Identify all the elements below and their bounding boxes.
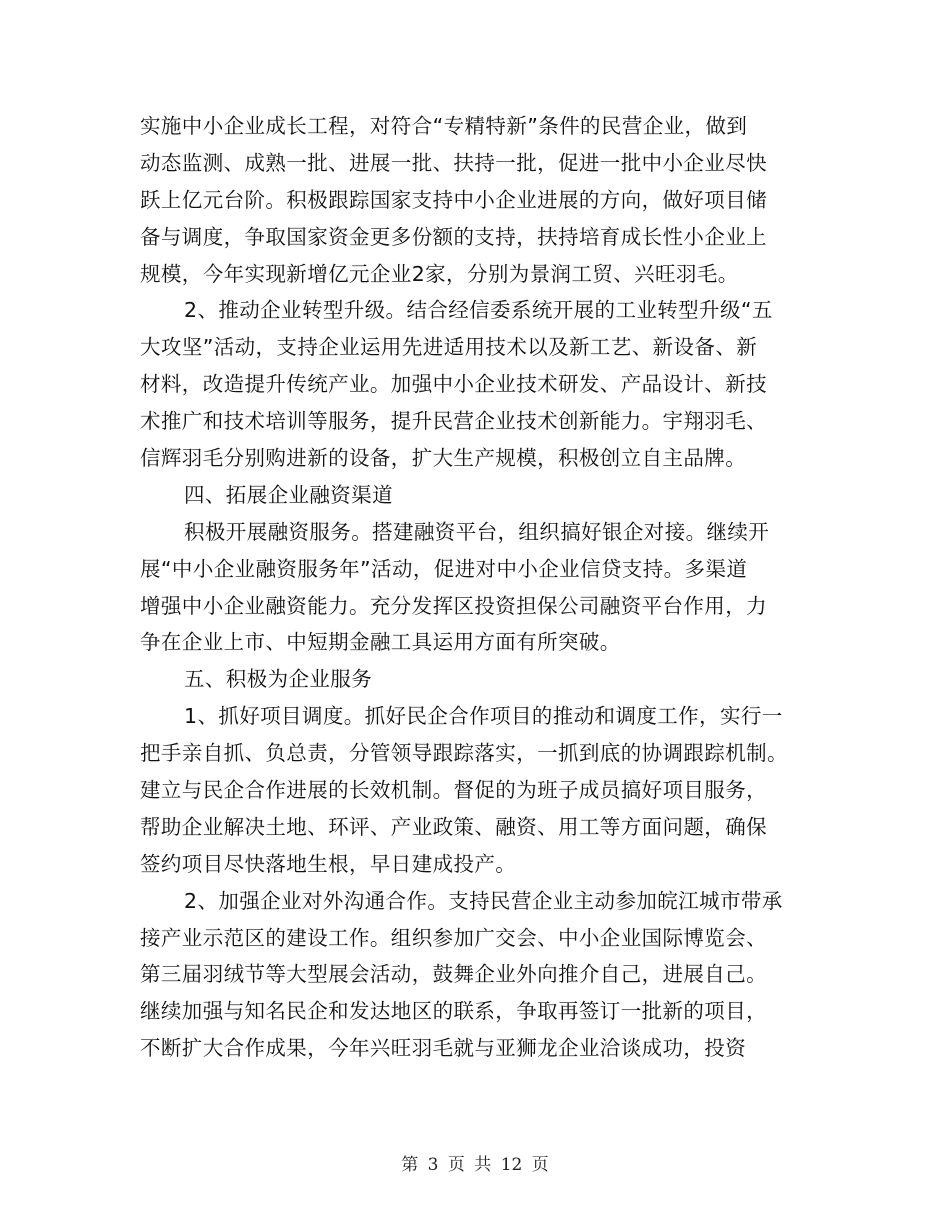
text-line: 2、加强企业对外沟通合作。支持民营企业主动参加皖江城市带承 bbox=[184, 888, 783, 913]
section-heading: 五、积极为企业服务 bbox=[184, 667, 373, 692]
text-line: 展“中小企业融资服务年”活动，促进对中小企业信贷支持。多渠道 bbox=[140, 556, 748, 581]
text-line: 积极开展融资服务。搭建融资平台，组织搞好银企对接。继续开 bbox=[184, 519, 770, 544]
text-line: 2、推动企业转型升级。结合经信委系统开展的工业转型升级“五 bbox=[184, 298, 773, 323]
text-line: 第三届羽绒节等大型展会活动，鼓舞企业外向推介自己，进展自己。 bbox=[140, 962, 767, 987]
text-line: 动态监测、成熟一批、进展一批、扶持一批，促进一批中小企业尽快 bbox=[140, 150, 767, 175]
section-heading: 四、拓展企业融资渠道 bbox=[184, 482, 393, 507]
page-number-footer: 第 3 页 共 12 页 bbox=[401, 1155, 549, 1175]
text-line: 把手亲自抓、负总责，分管领导跟踪落实，一抓到底的协调跟踪机制。 bbox=[140, 741, 788, 766]
text-line: 争在企业上市、中短期金融工具运用方面有所突破。 bbox=[140, 630, 621, 655]
text-line: 材料，改造提升传统产业。加强中小企业技术研发、产品设计、新技 bbox=[140, 372, 767, 397]
text-line: 规模，今年实现新增亿元企业2家，分别为景润工贸、兴旺羽毛。 bbox=[140, 261, 739, 286]
text-line: 信辉羽毛分别购进新的设备，扩大生产规模，积极创立自主品牌。 bbox=[140, 446, 747, 471]
text-line: 跃上亿元台阶。积极跟踪国家支持中小企业进展的方向，做好项目储 bbox=[140, 187, 767, 212]
text-line: 术推广和技术培训等服务，提升民营企业技术创新能力。宇翔羽毛、 bbox=[140, 409, 767, 434]
text-line: 大攻坚”活动，支持企业运用先进适用技术以及新工艺、新设备、新 bbox=[140, 335, 758, 360]
text-line: 实施中小企业成长工程，对符合“专精特新”条件的民营企业，做到 bbox=[140, 114, 748, 138]
text-line: 接产业示范区的建设工作。组织参加广交会、中小企业国际博览会、 bbox=[140, 925, 767, 950]
text-line: 不断扩大合作成果，今年兴旺羽毛就与亚狮龙企业洽谈成功，投资 bbox=[140, 1036, 747, 1061]
text-line: 建立与民企合作进展的长效机制。督促的为班子成员搞好项目服务， bbox=[140, 778, 767, 803]
text-line: 1、抓好项目调度。抓好民企合作项目的推动和调度工作，实行一 bbox=[184, 704, 783, 729]
text-line: 签约项目尽快落地生根，早日建成投产。 bbox=[140, 851, 517, 876]
text-line: 继续加强与知名民企和发达地区的联系，争取再签订一批新的项目， bbox=[140, 999, 767, 1024]
text-line: 备与调度，争取国家资金更多份额的支持，扶持培育成长性小企业上 bbox=[140, 224, 767, 249]
text-line: 增强中小企业融资能力。充分发挥区投资担保公司融资平台作用，力 bbox=[140, 593, 767, 618]
document-body bbox=[140, 108, 820, 1067]
text-line: 帮助企业解决土地、环评、产业政策、融资、用工等方面问题，确保 bbox=[140, 814, 767, 839]
